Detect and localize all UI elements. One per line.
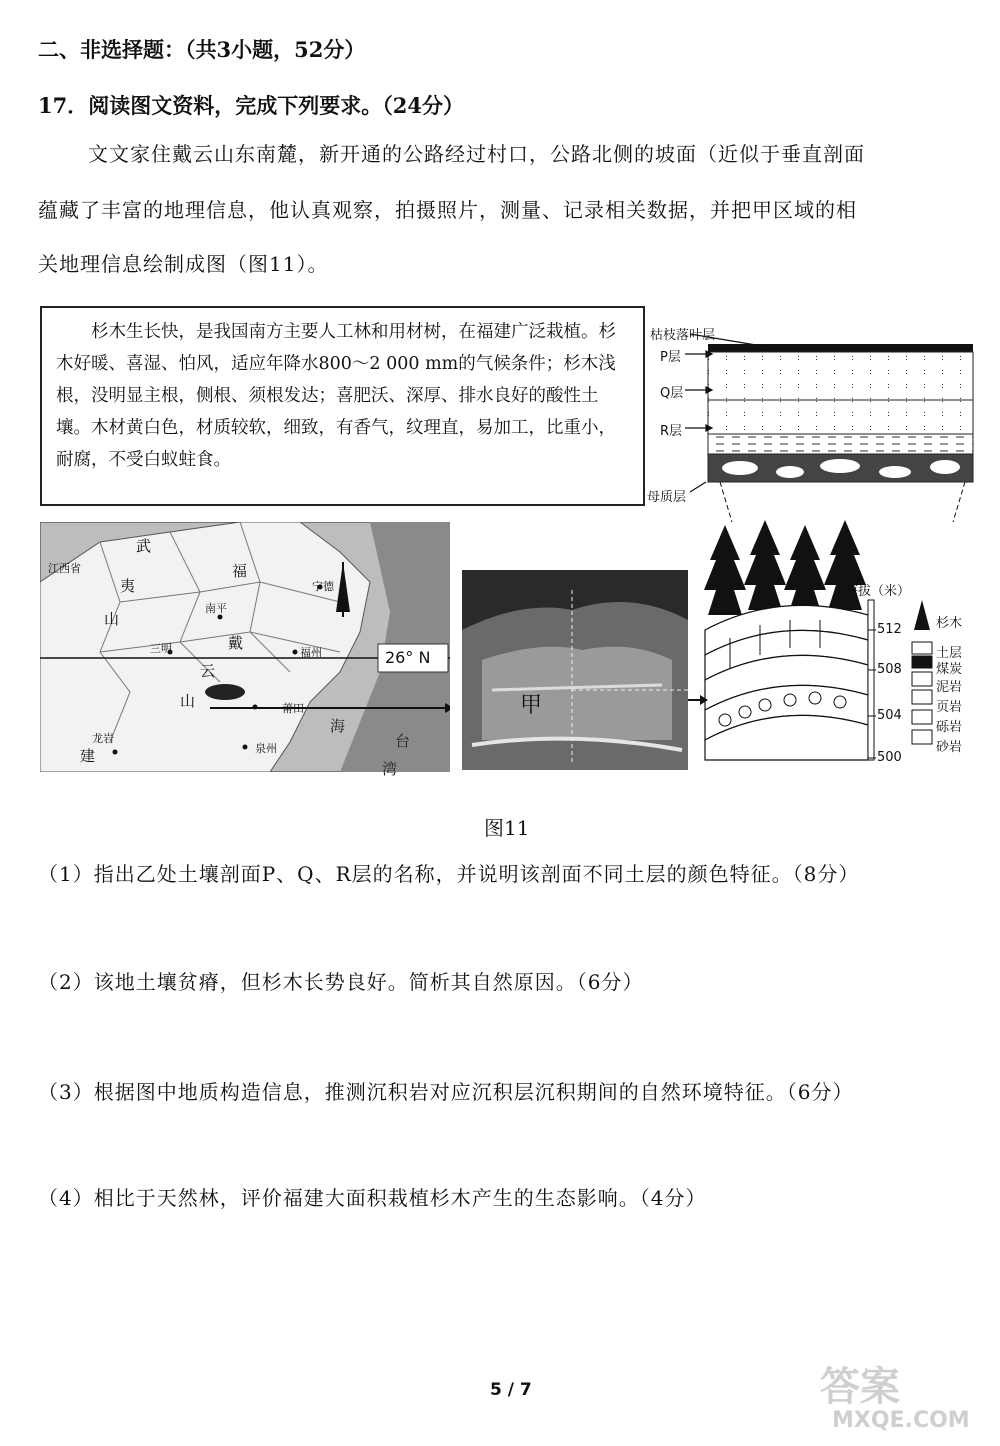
sub-question-2: （2）该地土壤贫瘠，但杉木长势良好。简析其自然原因。（6分） [38, 970, 644, 994]
place-sanming: 三明 [150, 642, 172, 655]
place-fuzhou: 福州 [300, 646, 322, 659]
legend-sandstone: 砂岩 [936, 740, 963, 755]
place-longyan: 龙岩 [92, 732, 114, 745]
soil-profile-diagram [650, 322, 980, 522]
litter-layer [708, 344, 973, 352]
sub-question-3: （3）根据图中地质构造信息，推测沉积岩对应沉积层沉积期间的自然环境特征。（6分） [38, 1080, 854, 1104]
r-layer-pattern [708, 434, 973, 454]
place-wan: 湾 [382, 760, 398, 778]
intro-line-2: 蕴藏了丰富的地理信息，他认真观察，拍摄照片，测量、记录相关数据，并把甲区域的相 [38, 198, 857, 222]
info-box-text: 杉木生长快，是我国南方主要人工林和用材树，在福建广泛栽植。杉木好暖、喜湿、怕风，适应年降水800～2 000 mm的气候条件；杉木浅根，没明显主根，侧根、须根发达；喜肥沃、深厚、排水良好的酸性土壤。木材黄白色，材质较软，细致，有香气，纹理直，易加工，比重小，耐腐，不受白蚁蛀食。 [56, 322, 616, 470]
strata-tick-508: 508 [877, 662, 902, 677]
place-fu: 福 [232, 562, 248, 580]
place-jian: 建 [80, 747, 96, 765]
place-putian: 莆田 [282, 702, 304, 715]
strata-tick-504: 504 [877, 708, 902, 723]
watermark-url: MXQE.COM [832, 1408, 970, 1433]
legend-coal: 煤炭 [936, 662, 963, 677]
place-wu: 武 [136, 537, 152, 555]
figure-caption: 图11 [484, 816, 530, 840]
legend-fir: 杉木 [936, 616, 963, 631]
legend-shale: 页岩 [936, 700, 963, 715]
watermark-logo: 答案 [820, 1364, 900, 1410]
strata-tick-500: 500 [877, 750, 902, 765]
q-layer-label: Q层 [660, 386, 684, 401]
strata-axis-title: 海拔（米） [845, 584, 911, 599]
intro-line-1: 文文家住戴云山东南麓，新开通的公路经过村口，公路北侧的坡面（近似于垂直剖面 [88, 142, 865, 166]
q-layer [708, 400, 973, 434]
parent-material-label: 母质层 [647, 486, 686, 505]
info-box [40, 306, 645, 506]
fir-trees-icon [704, 520, 866, 615]
strata-tick-512: 512 [877, 622, 902, 637]
question-title: 17．阅读图文资料，完成下列要求。（24分） [38, 93, 464, 118]
intro-line-3: 关地理信息绘制成图（图11）。 [38, 252, 329, 276]
place-jiangxi: 江西省 [48, 562, 81, 575]
p-layer-label: P层 [660, 350, 681, 365]
p-layer [708, 352, 973, 400]
section-header: 二、非选择题：（共3小题，52分） [38, 37, 366, 62]
legend-mudstone: 泥岩 [936, 680, 963, 695]
photo-label-jia: 甲 [520, 693, 543, 718]
place-ningde: 宁德 [312, 580, 334, 593]
r-layer-label: R层 [660, 424, 683, 439]
place-tai: 台 [395, 732, 411, 750]
place-quanzhou: 泉州 [255, 742, 277, 755]
page-number: 5 / 7 [490, 1380, 532, 1400]
legend-conglomerate: 砾岩 [936, 720, 963, 735]
place-shan2: 山 [180, 692, 196, 710]
connector-arrow-icon [688, 690, 708, 710]
place-nanping: 南平 [205, 602, 227, 615]
place-yi: 夷 [120, 577, 136, 595]
terrain-photo [462, 570, 688, 770]
place-shan1: 山 [104, 610, 120, 628]
legend-soil: 土层 [936, 646, 963, 661]
place-yun: 云 [200, 662, 216, 680]
latitude-label: 26° N [385, 648, 431, 667]
sub-question-1: （1）指出乙处土壤剖面P、Q、R层的名称，并说明该剖面不同土层的颜色特征。（8分） [38, 862, 860, 886]
place-dai: 戴 [228, 634, 244, 652]
litter-layer-label: 枯枝落叶层 [650, 328, 716, 343]
sub-question-4: （4）相比于天然林，评价福建大面积栽植杉木产生的生态影响。（4分） [38, 1186, 707, 1210]
place-hai: 海 [330, 717, 346, 735]
